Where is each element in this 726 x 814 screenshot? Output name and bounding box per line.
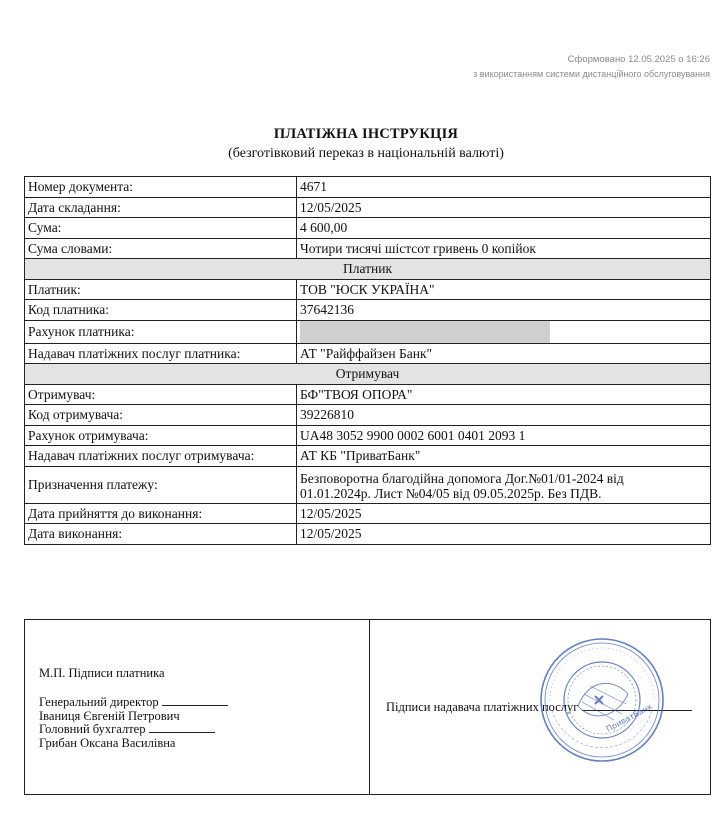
field-label: Номер документа: [25,177,297,198]
table-row [25,279,711,300]
table-row [25,384,711,405]
accountant-name: Грибан Оксана Василівна [39,736,176,750]
table-row [25,197,711,218]
signature-divider [369,619,370,795]
field-label: Дата складання: [25,197,297,218]
field-value: 4671 [297,177,711,198]
director-title-line [39,695,228,710]
field-value: 12/05/2025 [297,503,711,524]
accountant-title: Головний бухгалтер [39,722,146,736]
document-title: ПЛАТІЖНА ІНСТРУКЦІЯ [273,126,459,142]
field-value: БФ"ТВОЯ ОПОРА" [297,384,711,405]
field-value: АТ КБ "ПриватБанк" [297,446,711,467]
accountant-title-line [39,722,215,737]
field-label: Код отримувача: [25,405,297,426]
table-row-purpose [25,466,711,503]
field-value [297,320,711,343]
table-row [25,503,711,524]
field-label: Надавач платіжних послуг отримувача: [25,446,297,467]
purpose-line-2: 01.01.2024р. Лист №04/05 від 09.05.2025р. Без ПДВ. [300,485,602,501]
section-title: Отримувач [25,364,711,385]
field-label: Призначення платежу: [25,466,297,503]
field-label: Сума словами: [25,238,297,259]
field-value [297,466,711,503]
mp-payer-signatures: М.П. Підписи платника [39,666,165,680]
field-label: Надавач платіжних послуг платника: [25,343,297,364]
section-header-recipient [25,364,711,385]
bank-signatures-label: Підписи надавача платіжних послуг [386,700,579,714]
field-value: ТОВ "ЮСК УКРАЇНА" [297,279,711,300]
section-title: Платник [25,259,711,280]
field-value: UA48 3052 9900 0002 6001 0401 2093 1 [297,425,711,446]
director-signature-line [162,705,228,706]
field-label: Рахунок отримувача: [25,425,297,446]
field-value: 37642136 [297,300,711,321]
field-label: Рахунок платника: [25,320,297,343]
field-label: Дата прийняття до виконання: [25,503,297,524]
director-name: Іваниця Євгеній Петрович [39,709,180,723]
table-row [25,343,711,364]
table-row [25,238,711,259]
table-row [25,446,711,467]
field-value: 39226810 [297,405,711,426]
redacted-account [300,320,550,343]
table-row [25,405,711,426]
generated-timestamp: Сформовано 12.05.2025 о 16:26 [567,54,710,65]
table-row [25,177,711,198]
field-value: 12/05/2025 [297,524,711,545]
bank-stamp-icon [538,636,666,764]
table-row [25,300,711,321]
accountant-signature-line [149,732,215,733]
field-label: Дата виконання: [25,524,297,545]
table-row [25,425,711,446]
director-title: Генеральний директор [39,695,159,709]
table-row [25,524,711,545]
field-label: Код платника: [25,300,297,321]
table-row [25,218,711,239]
stamp-text: ПриватБанк [604,701,654,734]
field-value: Чотири тисячі шістсот гривень 0 копійок [297,238,711,259]
field-label: Платник: [25,279,297,300]
generated-note: з використанням системи дистанційного обслуговування [473,69,710,79]
table-row [25,320,711,343]
field-label: Отримувач: [25,384,297,405]
field-value: 4 600,00 [297,218,711,239]
section-header-payer [25,259,711,280]
field-value: 12/05/2025 [297,197,711,218]
document-subtitle: (безготівковий переказ в національній валюті) [228,146,504,161]
field-value: АТ "Райффайзен Банк" [297,343,711,364]
field-label: Сума: [25,218,297,239]
purpose-line-1: Безповоротна благодійна допомога Дог.№01/01-2024 від [300,470,624,486]
payment-table [24,176,711,545]
